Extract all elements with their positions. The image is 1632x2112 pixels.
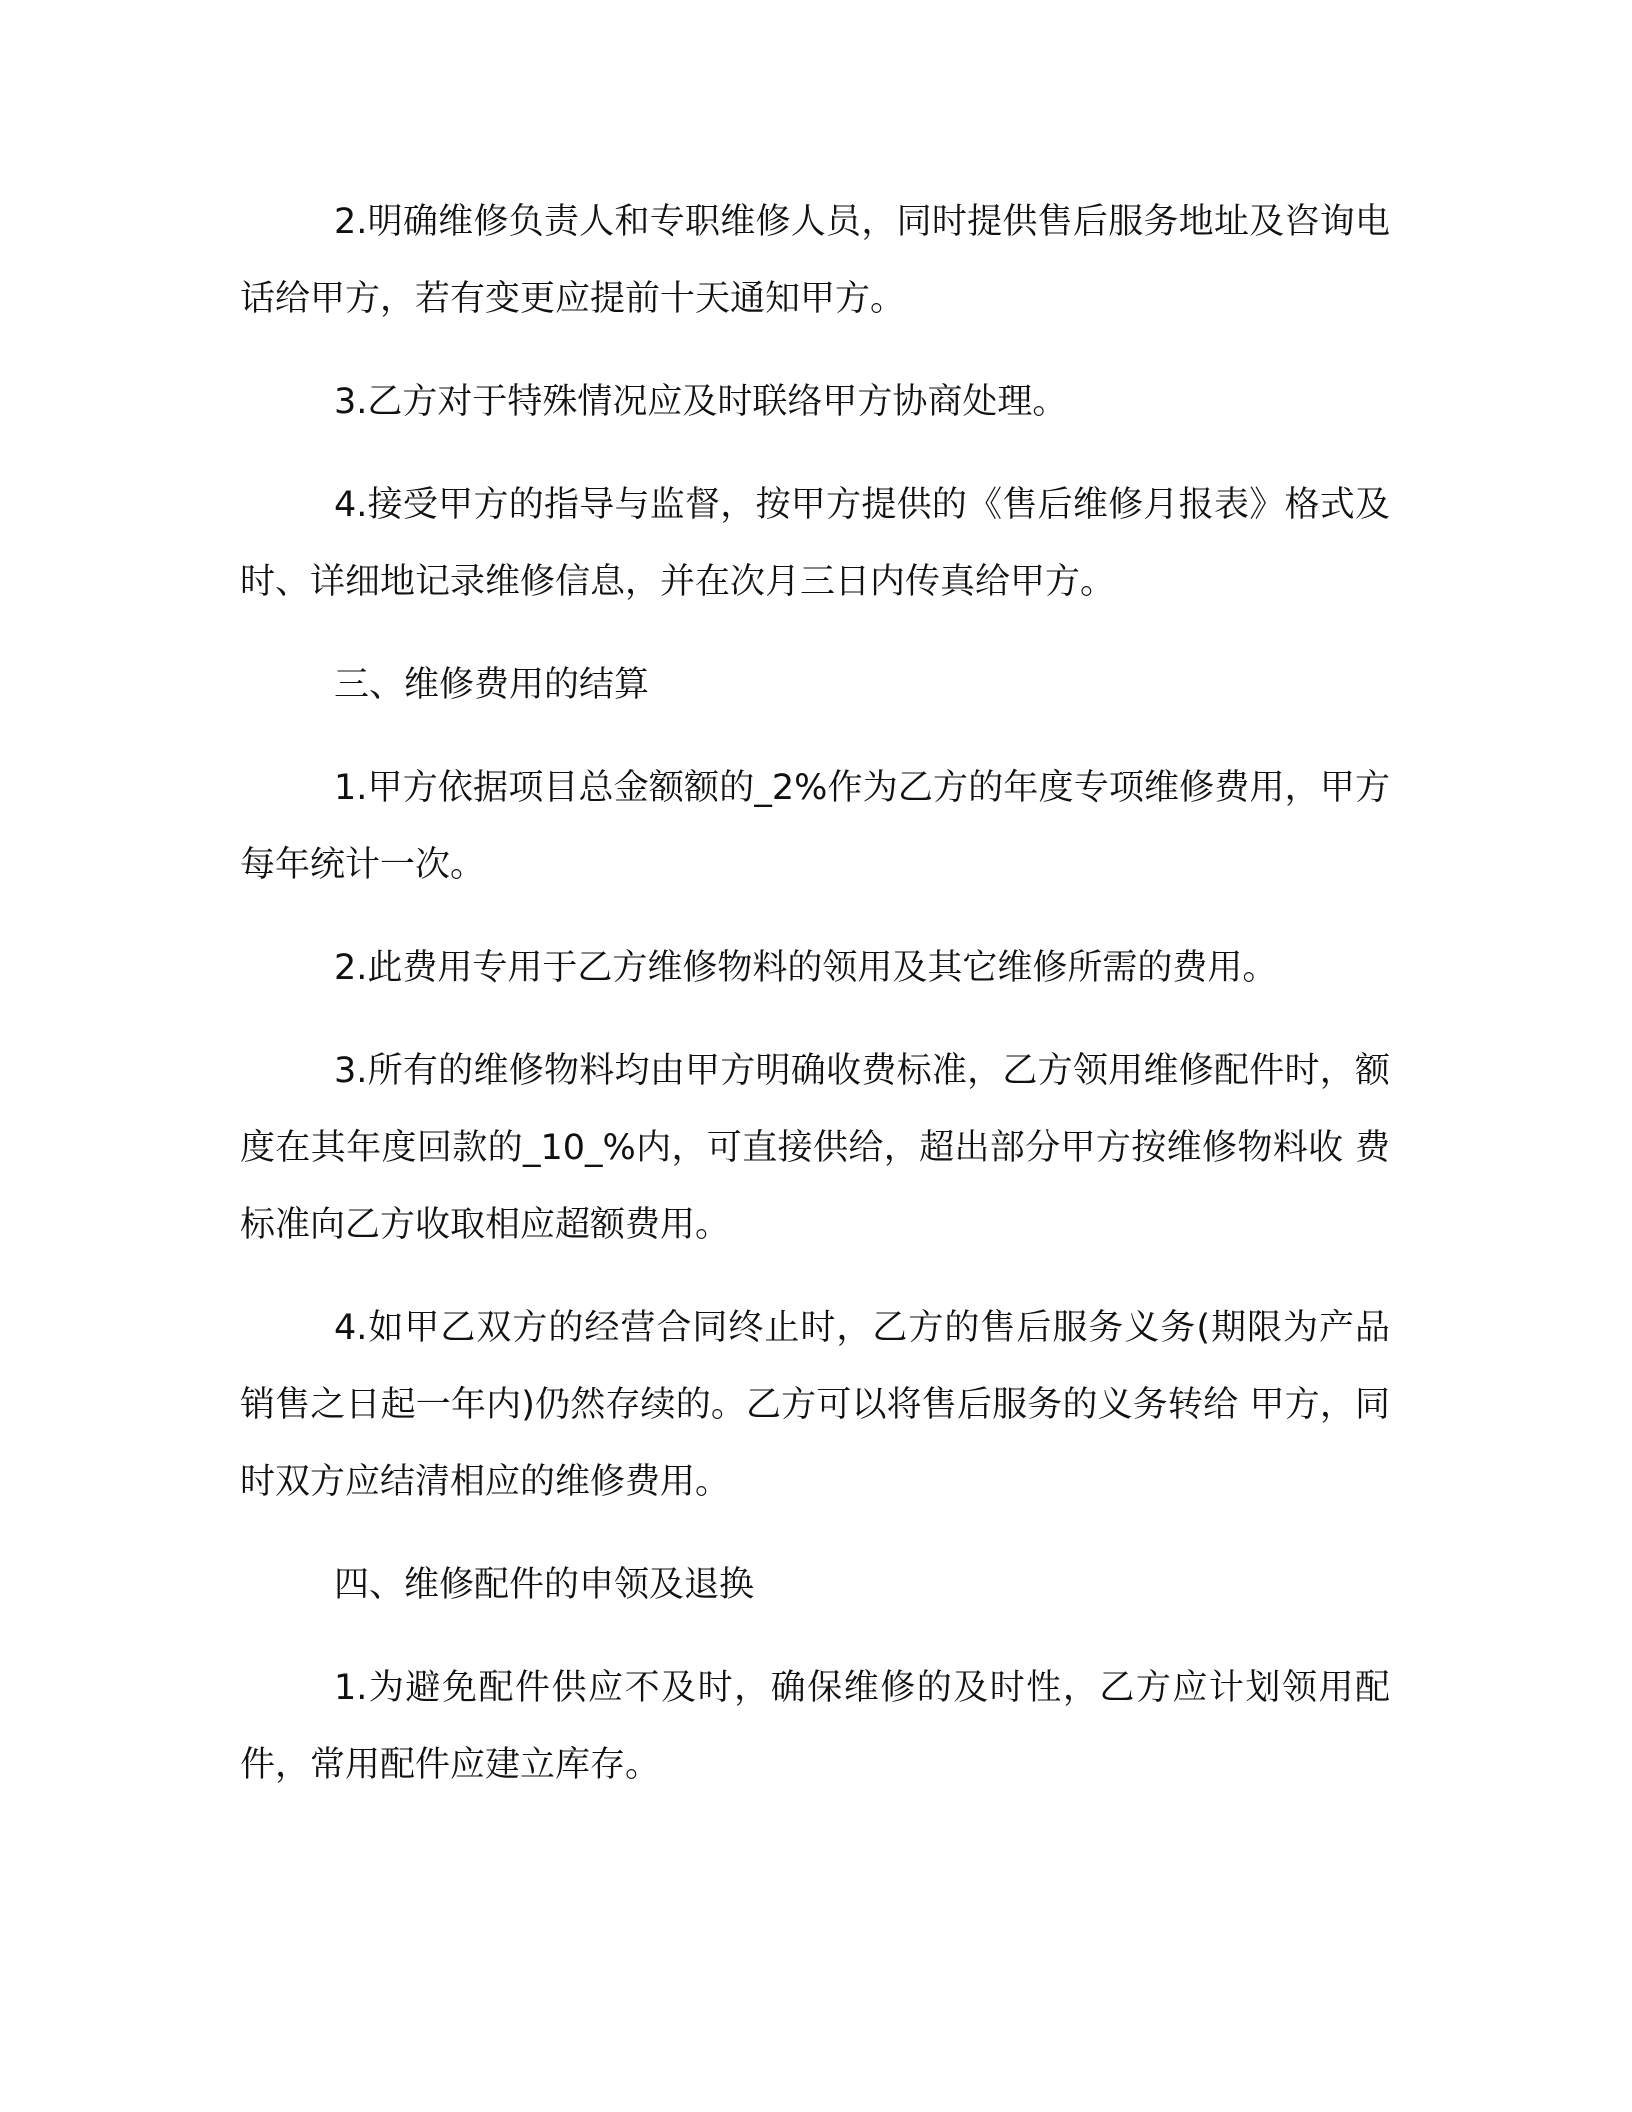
clause-4-1: 1.为避免配件供应不及时，确保维修的及时性，乙方应计划领用配件，常用配件应建立库存。 [240,1668,1390,1785]
clause-3-2: 2.此费用专用于乙方维修物料的领用及其它维修所需的费用。 [334,948,1278,988]
clause-2-3: 3.乙方对于特殊情况应及时联络甲方协商处理。 [334,382,1068,422]
clause-3-3: 3.所有的维修物料均由甲方明确收费标准，乙方领用维修配件时，额度在其年度回款的_10_%内，可直接供给，超出部分甲方按维修物料收 费标准向乙方收取相应超额费用。 [240,1051,1390,1245]
clause-3-4: 4.如甲乙双方的经营合同终止时，乙方的售后服务义务(期限为产品销售之日起一年内)仍然存续的。乙方可以将售后服务的义务转给 甲方，同时双方应结清相应的维修费用。 [240,1308,1390,1502]
clause-2-4: 4.接受甲方的指导与监督，按甲方提供的《售后维修月报表》格式及时、详细地记录维修信息，并在次月三日内传真给甲方。 [240,485,1390,602]
section-heading-3: 三、维修费用的结算 [334,665,650,705]
clause-3-1: 1.甲方依据项目总金额额的_2%作为乙方的年度专项维修费用，甲方每年统计一次。 [240,768,1390,885]
section-heading-4: 四、维修配件的申领及退换 [334,1565,755,1605]
clause-2-2: 2.明确维修负责人和专职维修人员，同时提供售后服务地址及咨询电话给甲方，若有变更应提前十天通知甲方。 [240,202,1390,319]
document-body [240,184,1390,1830]
